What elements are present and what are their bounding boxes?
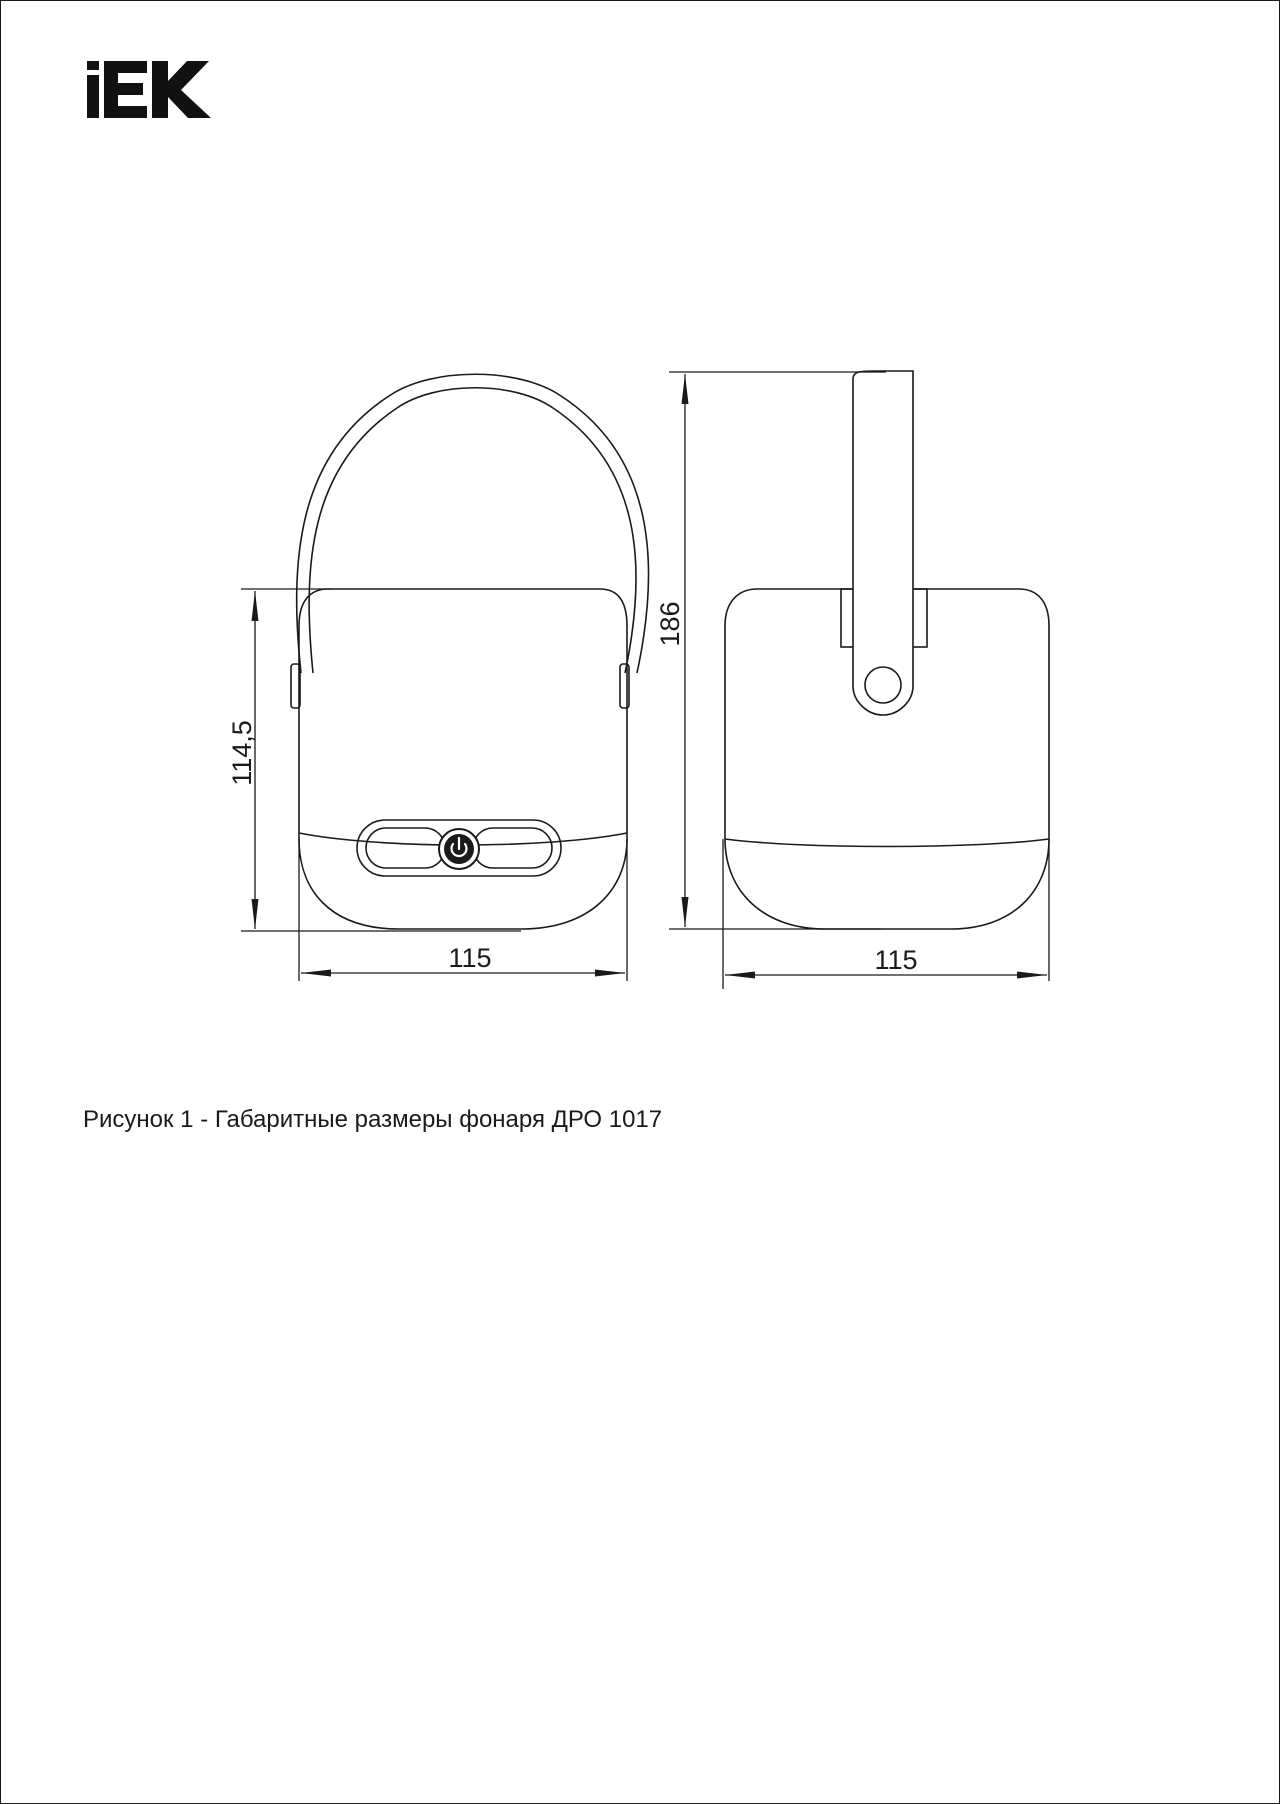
side-handle <box>853 371 913 715</box>
side-view <box>725 371 1049 929</box>
lantern-dimension-drawing <box>1 1 1280 1804</box>
power-button-icon <box>439 829 479 869</box>
front-handle <box>297 374 649 673</box>
front-height-dimension <box>241 589 521 931</box>
side-height-label: 186 <box>655 601 685 647</box>
front-body <box>299 589 627 929</box>
figure-caption: Рисунок 1 - Габаритные размеры фонаря ДРО 1017 <box>83 1106 663 1133</box>
front-width-label: 115 <box>448 943 492 973</box>
front-height-label: 114,5 <box>227 720 257 786</box>
side-width-label: 115 <box>874 945 918 975</box>
